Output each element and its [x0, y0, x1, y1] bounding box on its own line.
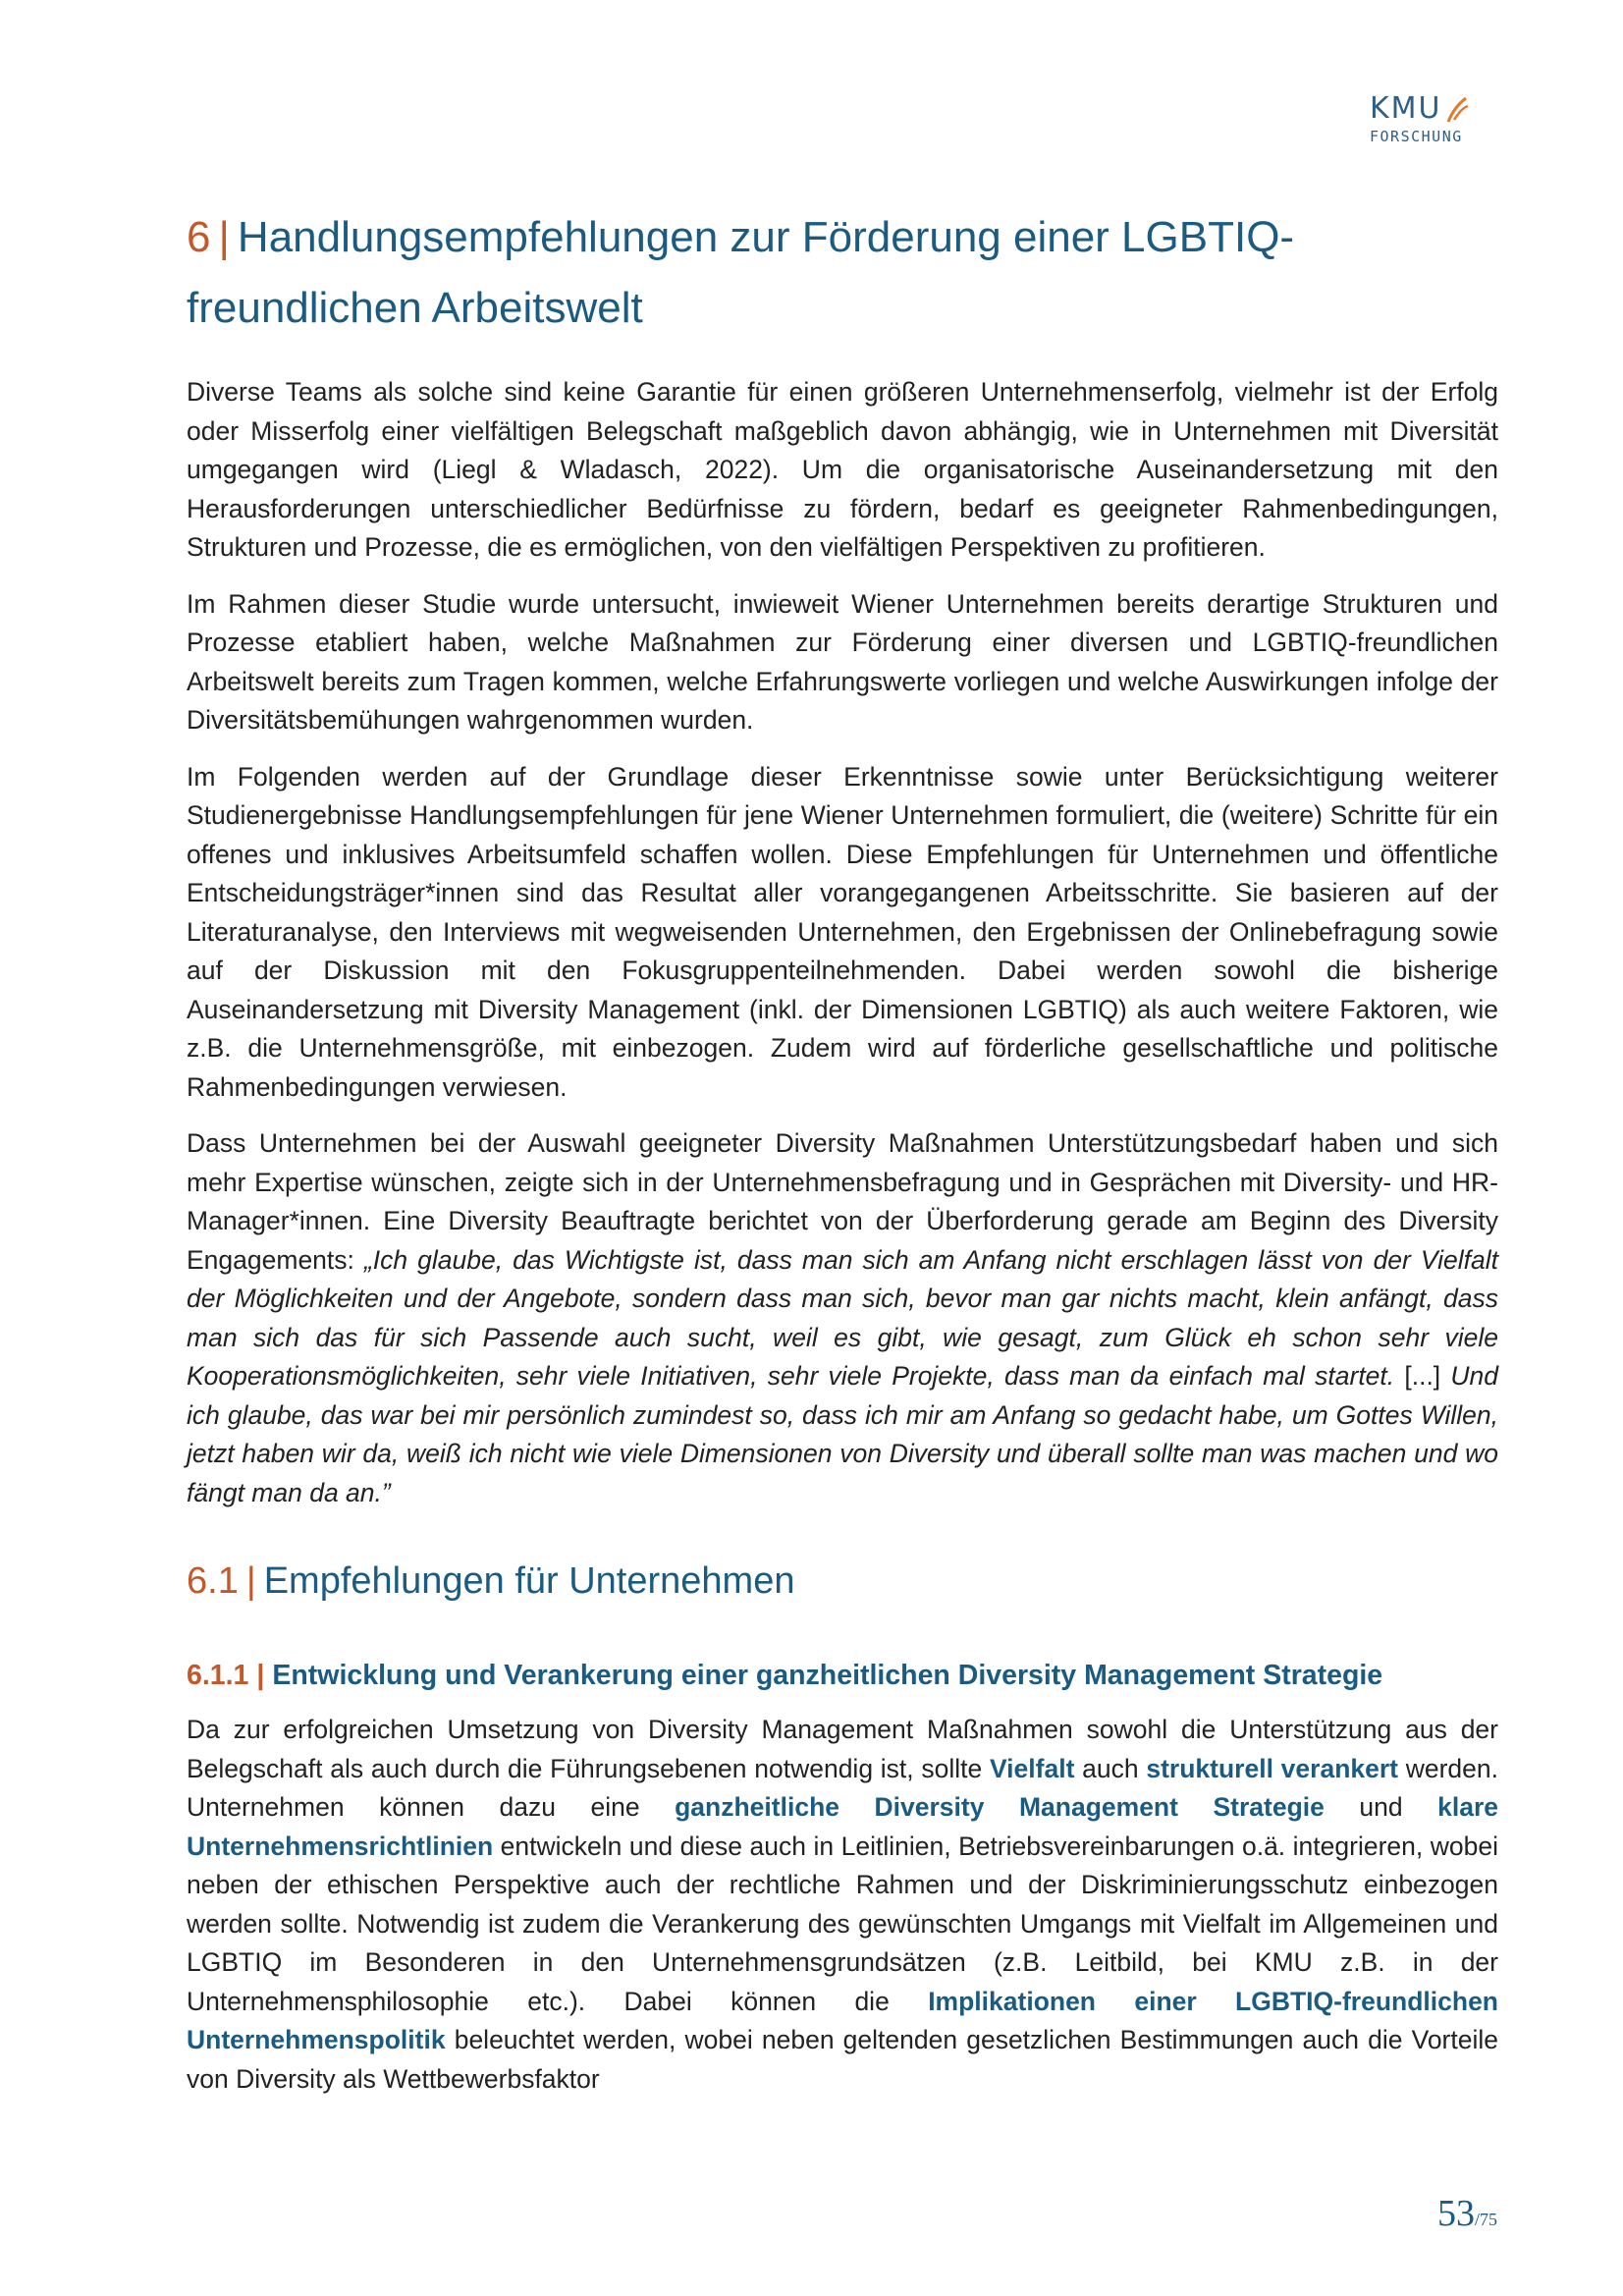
page-current: 53 [1436, 2193, 1475, 2234]
chapter-number: 6 [187, 213, 211, 261]
paragraph-strategy [187, 1711, 1498, 2099]
section-number: 6.1 [187, 1560, 239, 1602]
paragraph-recommendations: Im Folgenden werden auf der Grundlage dieser Erkenntnisse sowie unter Berücksichtigung weiterer Studienergebnisse Handlungsempfehlungen für jene Wiener Unternehmen formuliert, die (weitere) Schritte für ein offenes und inklusives Arbeitsumfeld schaffen wollen. Diese Empfehlungen für Unternehmen und öffentliche Entscheidungsträger*innen sind das Resultat aller vorangegangenen Arbeitsschritte. Sie basieren auf der Literaturanalyse, den Interviews mit wegweisenden Unternehmen, den Ergebnissen der Onlinebefragung sowie auf der Diskussion mit den Fokusgruppenteilnehmenden. Dabei werden sowohl die bisherige Auseinandersetzung mit Diversity Management (inkl. der Dimensionen LGBTIQ) als auch weitere Faktoren, wie z.B. die Unternehmensgröße, mit einbezogen. Zudem wird auf förderliche gesellschaftliche und politische Rahmenbedingungen verwiesen. [187, 761, 1498, 1102]
leaf-icon [1444, 96, 1470, 124]
text-segment: beleuchtet werden, wobei neben geltenden gesetzlichen Bestimmungen auch die Vorteile von Diversity als Wettbewerbsfaktor [187, 2025, 1498, 2094]
quote-text-2: Und ich glaube, das war bei mir persönlich zumindest so, dass ich mir am Anfang so gedacht habe, um Gottes Willen, jetzt haben wir da, weiß ich nicht wie viele Dimensionen von Diversity und überall sollte man was machen und wo fängt man da an.” [187, 1361, 1498, 1507]
quote-text-1: „Ich glaube, das Wichtigste ist, dass man sich am Anfang nicht erschlagen lässt von der Vielfalt der Möglichkeiten und der Angebote, sondern dass man sich, bevor man gar nichts macht, klein anfängt, dass man sich das für sich Passende auch sucht, weil es gibt, wie gesagt, zum Glück eh schon sehr viele Kooperationsmöglichkeiten, sehr viele Initiativen, sehr viele Projekte, dass man da einfach mal startet. [187, 1244, 1498, 1391]
highlight-vielfalt: Vielfalt [989, 1753, 1075, 1783]
highlight-strategie: ganzheitliche Diversity Management Strategie [675, 1792, 1325, 1822]
subsection-title: Entwicklung und Verankerung einer ganzheitlichen Diversity Management Strategie [272, 1660, 1383, 1691]
logo-text-kmu: KMU [1370, 91, 1442, 126]
text-segment: und [1324, 1792, 1438, 1822]
section-heading [187, 1558, 1498, 1605]
highlight-richtlinien: klare Unternehmensrichtlinien [187, 1792, 1498, 1861]
paragraph-study: Im Rahmen dieser Studie wurde untersucht, inwieweit Wiener Unternehmen bereits derartige Strukturen und Prozesse etabliert haben, welche Maßnahmen zur Förderung einer diversen und LGBTIQ-freundlichen Arbeitswelt bereits zum Tragen kommen, welche Erfahrungswerte vorliegen und welche Auswirkungen infolge der Diversitätsbemühungen wahrgenommen wurden. [187, 588, 1498, 735]
chapter-heading [187, 202, 1498, 344]
text-segment: auch [1074, 1753, 1147, 1783]
chapter-separator: | [218, 213, 230, 261]
page-number [1437, 2192, 1497, 2235]
page-content [187, 202, 1498, 2116]
paragraph-quote [187, 1124, 1498, 1512]
highlight-strukturell-verankert: strukturell verankert [1146, 1753, 1398, 1783]
page-total: /75 [1474, 2210, 1497, 2229]
section-title: Empfehlungen für Unternehmen [263, 1560, 795, 1602]
logo-text-forschung: FORSCHUNG [1370, 128, 1463, 145]
text-segment: werden. Unternehmen können dazu eine [187, 1753, 1499, 1822]
subsection-separator: | [256, 1660, 265, 1691]
quote-ellipsis: [...] [1394, 1361, 1451, 1391]
text-segment: Da zur erfolgreichen Umsetzung von Diversity Management Maßnahmen sowohl die Unterstützung aus der Belegschaft als auch durch die Führungsebenen notwendig ist, sollte [187, 1715, 1498, 1783]
text-segment: entwickeln und diese auch in Leitlinien, Betriebsvereinbarungen o.ä. integrieren, wobei neben der ethischen Perspektive auch der rechtliche Rahmen und der Diskriminierungsschutz einbezogen werden sollte. Notwendig ist zudem die Verankerung des gewünschten Umgangs mit Vielfalt im Allgemeinen und LGBTIQ im Besonderen in den Unternehmensgrundsätzen (z.B. Leitbild, bei KMU z.B. in der Unternehmensphilosophie etc.). Dabei können die [187, 1831, 1498, 2016]
section-separator: | [245, 1560, 256, 1602]
subsection-heading [187, 1656, 1498, 1695]
chapter-title: Handlungsempfehlungen zur Förderung einer LGBTIQ-freundlichen Arbeitswelt [187, 213, 1295, 332]
paragraph-intro: Diverse Teams als solche sind keine Garantie für einen größeren Unternehmenserfolg, vielmehr ist der Erfolg oder Misserfolg einer vielfältigen Belegschaft maßgeblich davon abhängig, wie in Unternehmen mit Diversität umgegangen wird (Liegl & Wladasch, 2022). Um die organisatorische Auseinandersetzung mit den Herausforderungen unterschiedlicher Bedürfnisse zu fördern, bedarf es geeigneter Rahmenbedingungen, Strukturen und Prozesse, die es ermöglichen, von den vielfältigen Perspektiven zu profitieren. [187, 377, 1498, 562]
kmu-forschung-logo [1370, 91, 1497, 145]
subsection-number: 6.1.1 [187, 1660, 249, 1691]
quote-intro: Dass Unternehmen bei der Auswahl geeigneter Diversity Maßnahmen Unterstützungsbedarf haben und sich mehr Expertise wünschen, zeigte sich in der Unternehmensbefragung und in Gesprächen mit Diversity- und HR-Manager*innen. Eine Diversity Beauftragte berichtet von der Überforderung gerade am Beginn des Diversity Engagements: [187, 1128, 1498, 1275]
highlight-implikationen: Implikationen einer LGBTIQ-freundlichen Unternehmenspolitik [187, 1986, 1498, 2054]
